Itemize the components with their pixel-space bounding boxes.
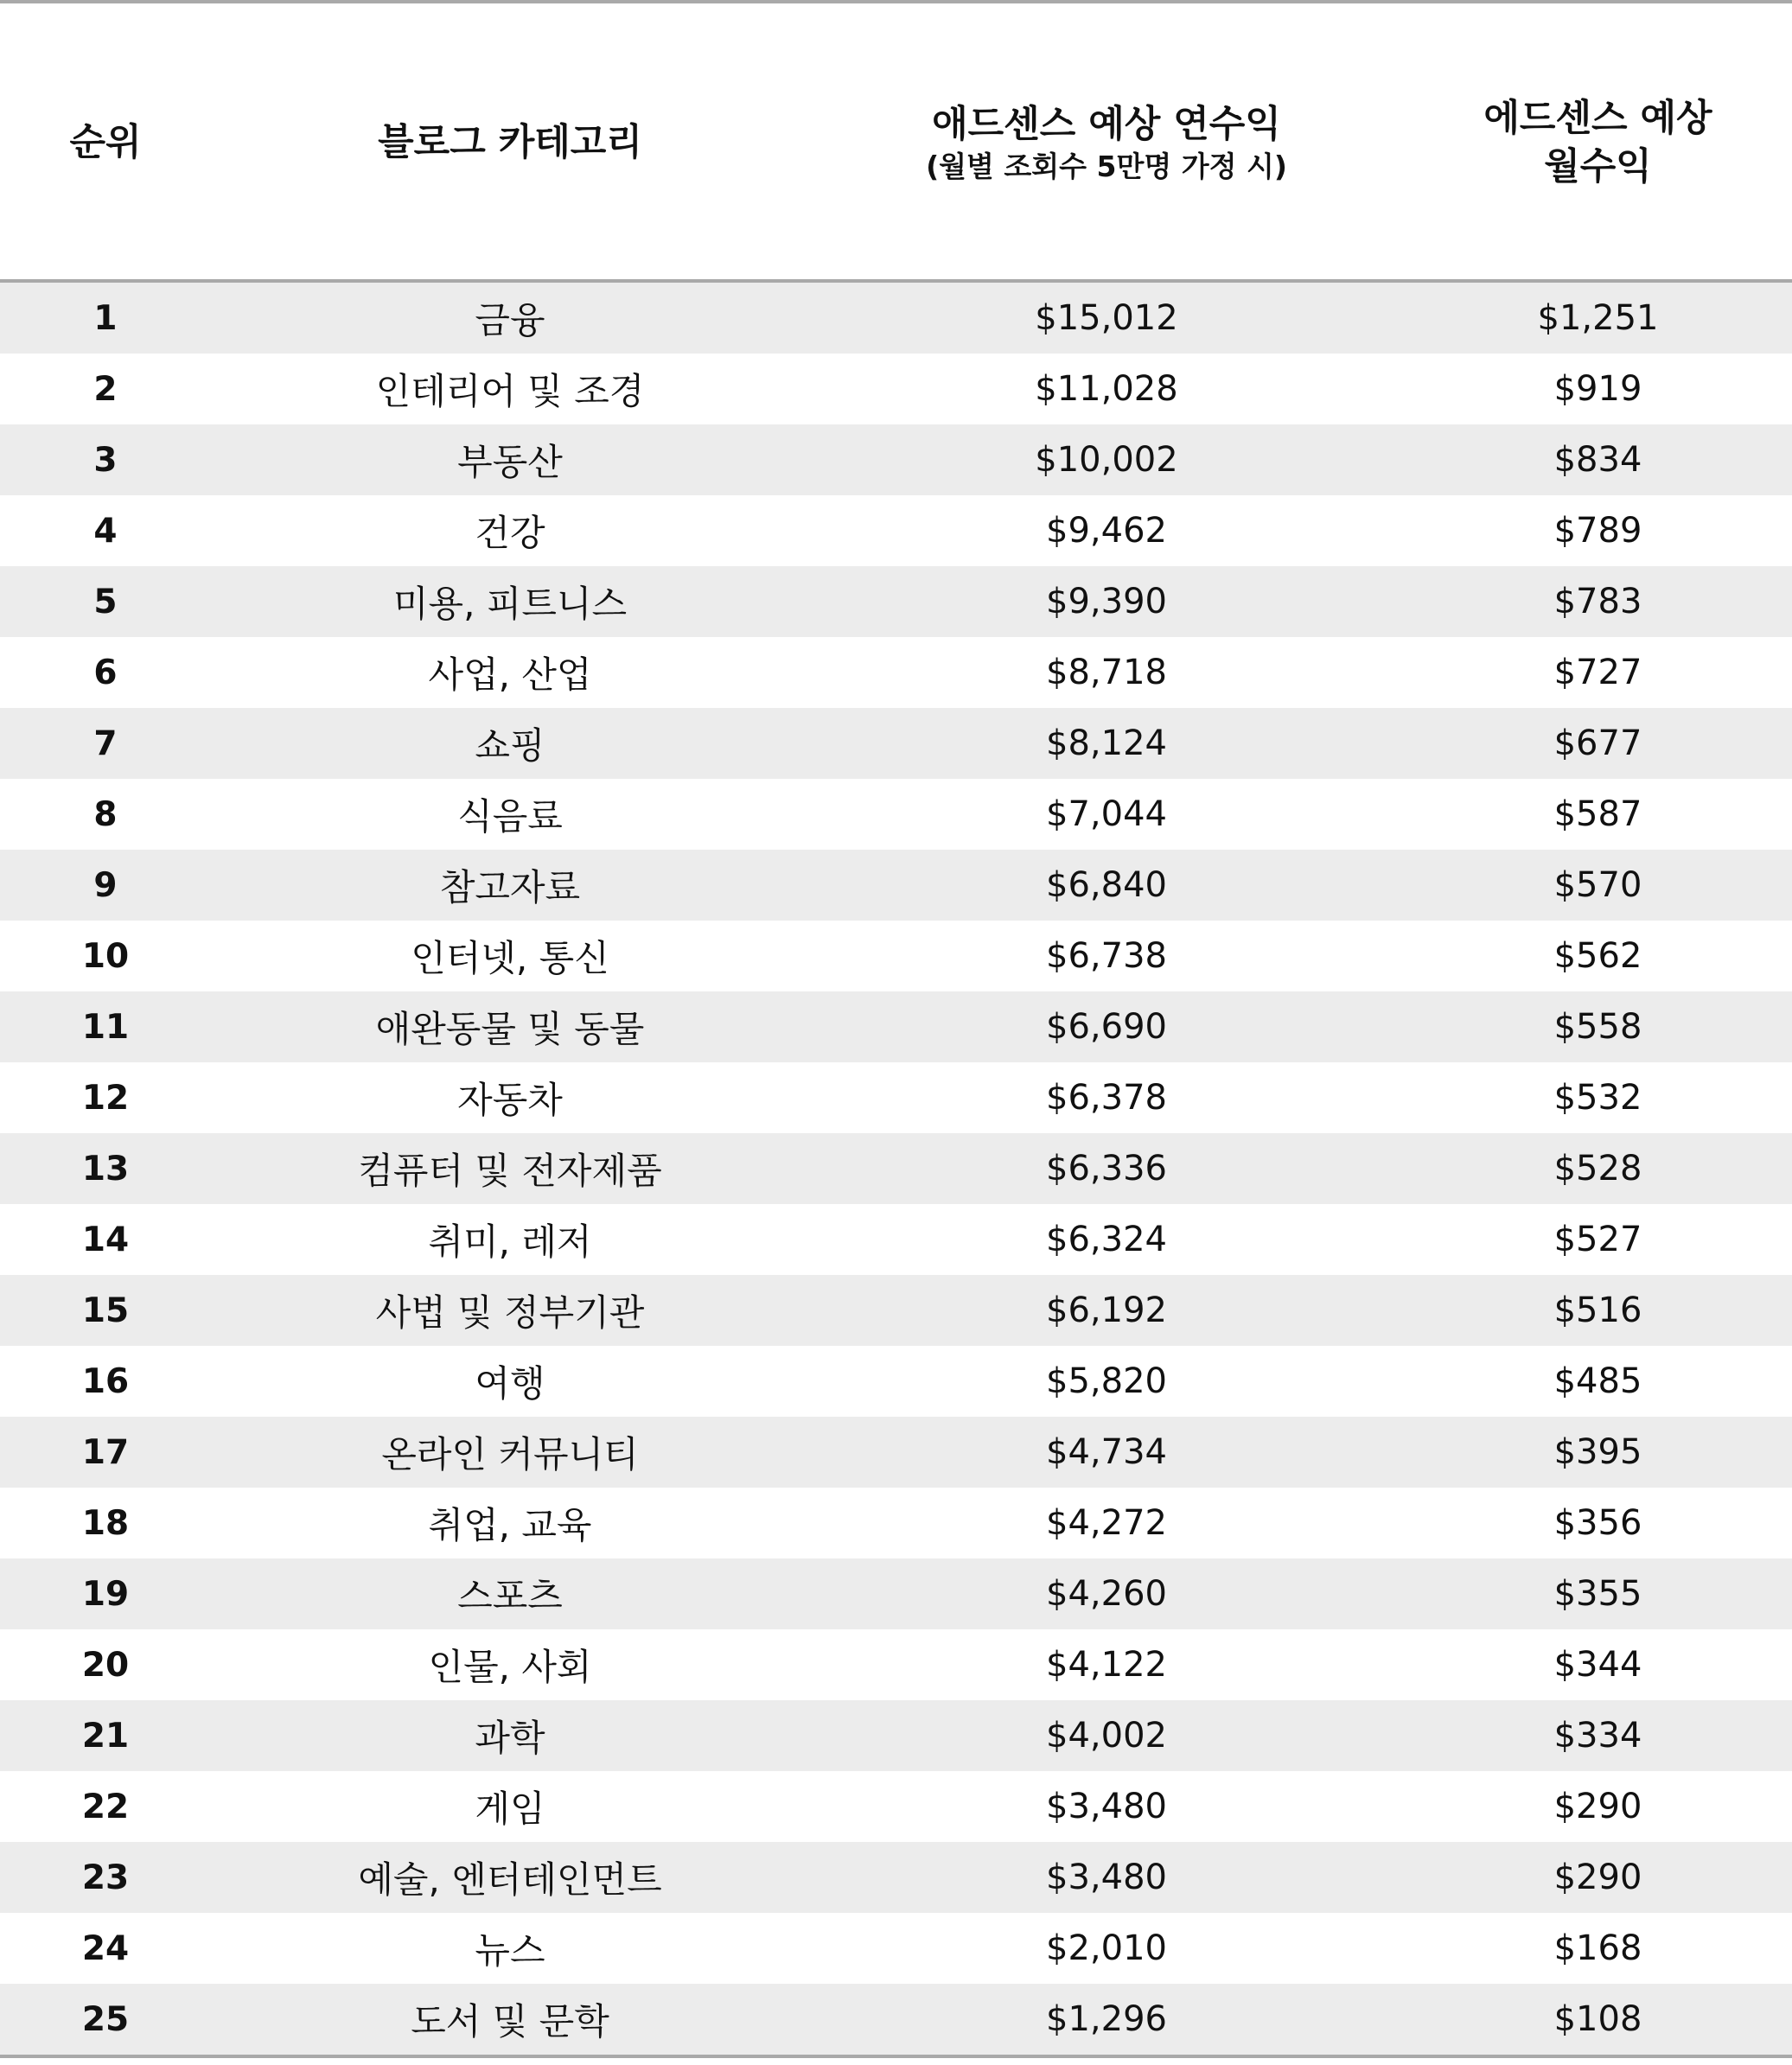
category-cell: 애완동물 및 동물: [375, 1008, 645, 1050]
annual-revenue-cell: $6,840: [1046, 865, 1167, 905]
annual-revenue-cell: $6,738: [1046, 936, 1167, 976]
category-cell: 예술, 엔터테인먼트: [358, 1858, 662, 1901]
table-row: [0, 1913, 1792, 1984]
monthly-revenue-cell: $783: [1553, 582, 1642, 621]
monthly-revenue-cell: $727: [1553, 653, 1642, 692]
rank-cell: 7: [93, 723, 118, 763]
category-cell: 건강: [475, 512, 545, 554]
annual-revenue-cell: $6,324: [1046, 1220, 1167, 1259]
rank-cell: 5: [93, 582, 118, 621]
rank-cell: 24: [81, 1928, 130, 1968]
annual-revenue-cell: $4,734: [1046, 1432, 1167, 1472]
monthly-revenue-cell: $587: [1553, 794, 1642, 834]
annual-revenue-cell: $3,480: [1046, 1858, 1167, 1897]
category-cell: 금융: [475, 299, 545, 341]
rank-cell: 1: [93, 298, 118, 338]
table-row: [0, 1062, 1792, 1133]
category-cell: 여행: [475, 1362, 545, 1405]
category-cell: 참고자료: [439, 866, 581, 908]
monthly-revenue-cell: $677: [1553, 723, 1642, 763]
category-cell: 취업, 교육: [428, 1504, 592, 1546]
monthly-revenue-cell: $290: [1553, 1787, 1642, 1826]
monthly-revenue-cell: $108: [1553, 1999, 1642, 2039]
monthly-revenue-cell: $834: [1553, 440, 1642, 480]
monthly-revenue-cell: $355: [1553, 1574, 1642, 1614]
monthly-revenue-cell: $344: [1553, 1645, 1642, 1685]
rank-cell: 15: [81, 1291, 130, 1330]
table-row: [0, 1488, 1792, 1558]
rank-cell: 25: [81, 1999, 130, 2039]
annual-revenue-cell: $7,044: [1046, 794, 1167, 834]
rank-cell: 14: [81, 1220, 130, 1259]
annual-revenue-cell: $1,296: [1046, 1999, 1167, 2039]
table-row: [0, 495, 1792, 566]
category-cell: 게임: [475, 1788, 545, 1830]
category-cell: 식음료: [457, 795, 563, 838]
table-row: [0, 1133, 1792, 1204]
category-cell: 컴퓨터 및 전자제품: [358, 1150, 662, 1192]
rank-cell: 17: [81, 1432, 130, 1472]
table-row: [0, 1558, 1792, 1629]
category-cell: 부동산: [457, 441, 563, 483]
rank-cell: 16: [81, 1361, 130, 1401]
table-row: [0, 1629, 1792, 1700]
rank-cell: 19: [81, 1574, 130, 1614]
monthly-revenue-cell: $558: [1553, 1007, 1642, 1047]
annual-revenue-cell: $2,010: [1046, 1928, 1167, 1968]
annual-revenue-cell: $4,002: [1046, 1716, 1167, 1756]
rank-cell: 22: [81, 1787, 130, 1826]
annual-revenue-cell: $8,124: [1046, 723, 1167, 763]
monthly-revenue-cell: $1,251: [1537, 298, 1659, 338]
table-row: [0, 354, 1792, 424]
header-category-label: 블로그 카테고리: [378, 121, 642, 164]
category-cell: 과학: [475, 1717, 545, 1759]
annual-revenue-cell: $8,718: [1046, 653, 1167, 692]
annual-revenue-cell: $10,002: [1035, 440, 1178, 480]
annual-revenue-cell: $4,260: [1046, 1574, 1167, 1614]
category-cell: 자동차: [457, 1079, 563, 1121]
table-row: [0, 1771, 1792, 1842]
table-row: [0, 1984, 1792, 2055]
table-row: [0, 1346, 1792, 1417]
header-rank-label: 순위: [69, 121, 142, 164]
category-cell: 뉴스: [475, 1929, 545, 1972]
category-cell: 사법 및 정부기관: [375, 1291, 645, 1334]
category-cell: 미용, 피트니스: [392, 583, 628, 625]
annual-revenue-cell: $6,690: [1046, 1007, 1167, 1047]
header-rank: [0, 3, 211, 282]
annual-revenue-cell: $3,480: [1046, 1787, 1167, 1826]
table-row: [0, 1275, 1792, 1346]
monthly-revenue-cell: $356: [1553, 1503, 1642, 1543]
annual-revenue-cell: $4,122: [1046, 1645, 1167, 1685]
monthly-revenue-cell: $570: [1553, 865, 1642, 905]
category-cell: 인테리어 및 조경: [375, 370, 645, 412]
table-row: [0, 424, 1792, 495]
annual-revenue-cell: $15,012: [1035, 298, 1178, 338]
rank-cell: 8: [93, 794, 118, 834]
annual-revenue-cell: $4,272: [1046, 1503, 1167, 1543]
monthly-revenue-cell: $528: [1553, 1149, 1642, 1189]
category-cell: 쇼핑: [475, 724, 545, 767]
monthly-revenue-cell: $527: [1553, 1220, 1642, 1259]
table-row: [0, 1842, 1792, 1913]
monthly-revenue-cell: $395: [1553, 1432, 1642, 1472]
monthly-revenue-cell: $516: [1553, 1291, 1642, 1330]
annual-revenue-cell: $9,462: [1046, 511, 1167, 551]
annual-revenue-cell: $5,820: [1046, 1361, 1167, 1401]
category-cell: 온라인 커뮤니티: [381, 1433, 639, 1475]
category-cell: 인터넷, 통신: [411, 937, 609, 979]
table-bottom-rule: [0, 2055, 1792, 2058]
monthly-revenue-cell: $290: [1553, 1858, 1642, 1897]
category-cell: 스포츠: [457, 1575, 563, 1617]
annual-revenue-cell: $6,378: [1046, 1078, 1167, 1118]
table-row: [0, 708, 1792, 779]
header-monthly-revenue: [1404, 3, 1792, 282]
monthly-revenue-cell: $532: [1553, 1078, 1642, 1118]
header-annual-title: 애드센스 예상 연수익: [932, 103, 1281, 146]
rank-cell: 4: [93, 511, 118, 551]
rank-cell: 20: [81, 1645, 130, 1685]
annual-revenue-cell: $9,390: [1046, 582, 1167, 621]
annual-revenue-cell: $6,336: [1046, 1149, 1167, 1189]
rank-cell: 3: [93, 440, 118, 480]
header-annual-revenue: [809, 3, 1404, 282]
category-cell: 사업, 산업: [428, 653, 592, 696]
rank-cell: 18: [81, 1503, 130, 1543]
table-row: [0, 991, 1792, 1062]
table-row: [0, 1700, 1792, 1771]
table-header: [0, 3, 1792, 282]
table-body: [0, 283, 1792, 2055]
rank-cell: 2: [93, 369, 118, 409]
rank-cell: 10: [81, 936, 130, 976]
category-cell: 취미, 레저: [428, 1221, 592, 1263]
table-row: [0, 566, 1792, 637]
table-row: [0, 637, 1792, 708]
table-row: [0, 850, 1792, 921]
annual-revenue-cell: $11,028: [1035, 369, 1178, 409]
monthly-revenue-cell: $168: [1553, 1928, 1642, 1968]
table-row: [0, 921, 1792, 991]
table-row: [0, 1417, 1792, 1488]
table-row: [0, 779, 1792, 850]
monthly-revenue-cell: $485: [1553, 1361, 1642, 1401]
rank-cell: 11: [81, 1007, 130, 1047]
table-row: [0, 1204, 1792, 1275]
header-monthly-line1: 에드센스 예상: [1483, 97, 1712, 140]
rank-cell: 6: [93, 653, 118, 692]
category-cell: 인물, 사회: [428, 1646, 592, 1688]
rank-cell: 23: [81, 1858, 130, 1897]
table-row: [0, 283, 1792, 354]
rank-cell: 21: [81, 1716, 130, 1756]
header-annual-subtitle: (월별 조회수 5만명 가정 시): [926, 150, 1287, 183]
rank-cell: 12: [81, 1078, 130, 1118]
rank-cell: 9: [93, 865, 118, 905]
rank-cell: 13: [81, 1149, 130, 1189]
monthly-revenue-cell: $334: [1553, 1716, 1642, 1756]
monthly-revenue-cell: $562: [1553, 936, 1642, 976]
header-monthly-line2: 월수익: [1544, 145, 1652, 188]
annual-revenue-cell: $6,192: [1046, 1291, 1167, 1330]
category-cell: 도서 및 문학: [411, 2000, 609, 2043]
monthly-revenue-cell: $789: [1553, 511, 1642, 551]
header-category: [211, 3, 809, 282]
monthly-revenue-cell: $919: [1553, 369, 1642, 409]
